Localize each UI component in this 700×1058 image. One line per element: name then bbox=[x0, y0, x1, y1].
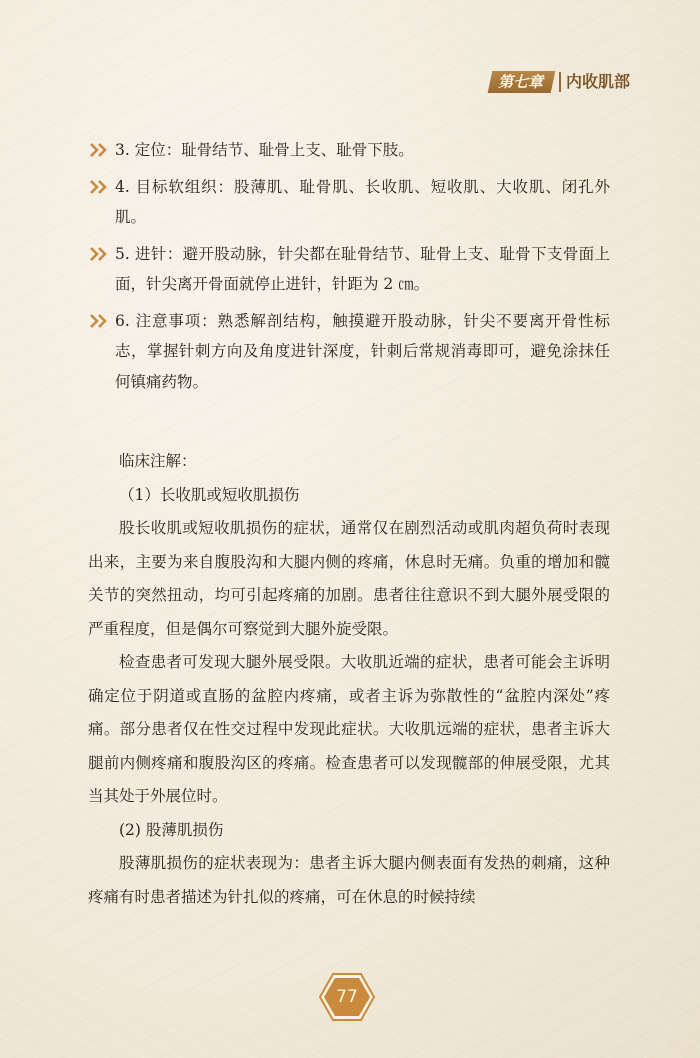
clinical-heading: 临床注解： bbox=[119, 452, 197, 470]
list-item-text: 5. 进针：避开股动脉，针尖都在耻骨结节、耻骨上支、耻骨下支骨面上面，针尖离开骨面就停止进针，针距为 2 ㎝。 bbox=[115, 244, 610, 293]
chapter-header bbox=[490, 70, 630, 94]
page-number-badge bbox=[319, 972, 375, 1022]
list-item bbox=[88, 306, 610, 398]
double-chevron-right-icon bbox=[88, 310, 110, 332]
list-item-text: 6. 注意事项：熟悉解剖结构，触摸避开股动脉，针尖不要离开骨性标志，掌握针刺方向及角度进针深度，针刺后常规消毒即可，避免涂抹任何镇痛药物。 bbox=[115, 311, 610, 391]
page-number: 77 bbox=[336, 987, 358, 1007]
chapter-title: 内收肌部 bbox=[565, 72, 630, 91]
paragraph: 股长收肌或短收肌损伤的症状，通常仅在剧烈活动或肌肉超负荷时表现出来，主要为来自腹股沟和大腿内侧的疼痛，休息时无痛。负重的增加和髋关节的突然扭动，均可引起疼痛的加剧。患者往往意识不到大腿外展受限的严重程度，但是偶尔可察觉到大腿外旋受限。 bbox=[88, 519, 610, 638]
section-heading: （1）长收肌或短收肌损伤 bbox=[119, 485, 300, 504]
double-chevron-right-icon bbox=[88, 243, 110, 265]
double-chevron-right-icon bbox=[88, 139, 110, 161]
chapter-label-tag bbox=[488, 71, 556, 93]
list-item bbox=[88, 239, 610, 300]
list-item-text: 4. 目标软组织：股薄肌、耻骨肌、长收肌、短收肌、大收肌、闭孔外肌。 bbox=[115, 177, 610, 226]
clinical-notes bbox=[88, 445, 610, 914]
list-item bbox=[88, 172, 610, 233]
list-item bbox=[88, 135, 610, 166]
section-heading: (2) 股薄肌损伤 bbox=[119, 820, 224, 839]
list-item-text: 3. 定位：耻骨结节、耻骨上支、耻骨下肢。 bbox=[115, 141, 414, 159]
double-chevron-right-icon bbox=[88, 176, 110, 198]
chapter-label: 第七章 bbox=[497, 73, 543, 91]
procedure-list bbox=[88, 135, 610, 403]
paragraph: 检查患者可发现大腿外展受限。大收肌近端的症状，患者可能会主诉明确定位于阴道或直肠的盆腔内疼痛，或者主诉为弥散性的“盆腔内深处”疼痛。部分患者仅在性交过程中发现此症状。大收肌远端的症状，患者主诉大腿前内侧疼痛和腹股沟区的疼痛。检查患者可以发现髋部的伸展受限，尤其当其处于外展位时。 bbox=[88, 653, 610, 805]
paragraph: 股薄肌损伤的症状表现为：患者主诉大腿内侧表面有发热的刺痛，这种疼痛有时患者描述为针扎似的疼痛，可在休息的时候持续 bbox=[88, 854, 610, 906]
chapter-divider bbox=[559, 72, 561, 92]
